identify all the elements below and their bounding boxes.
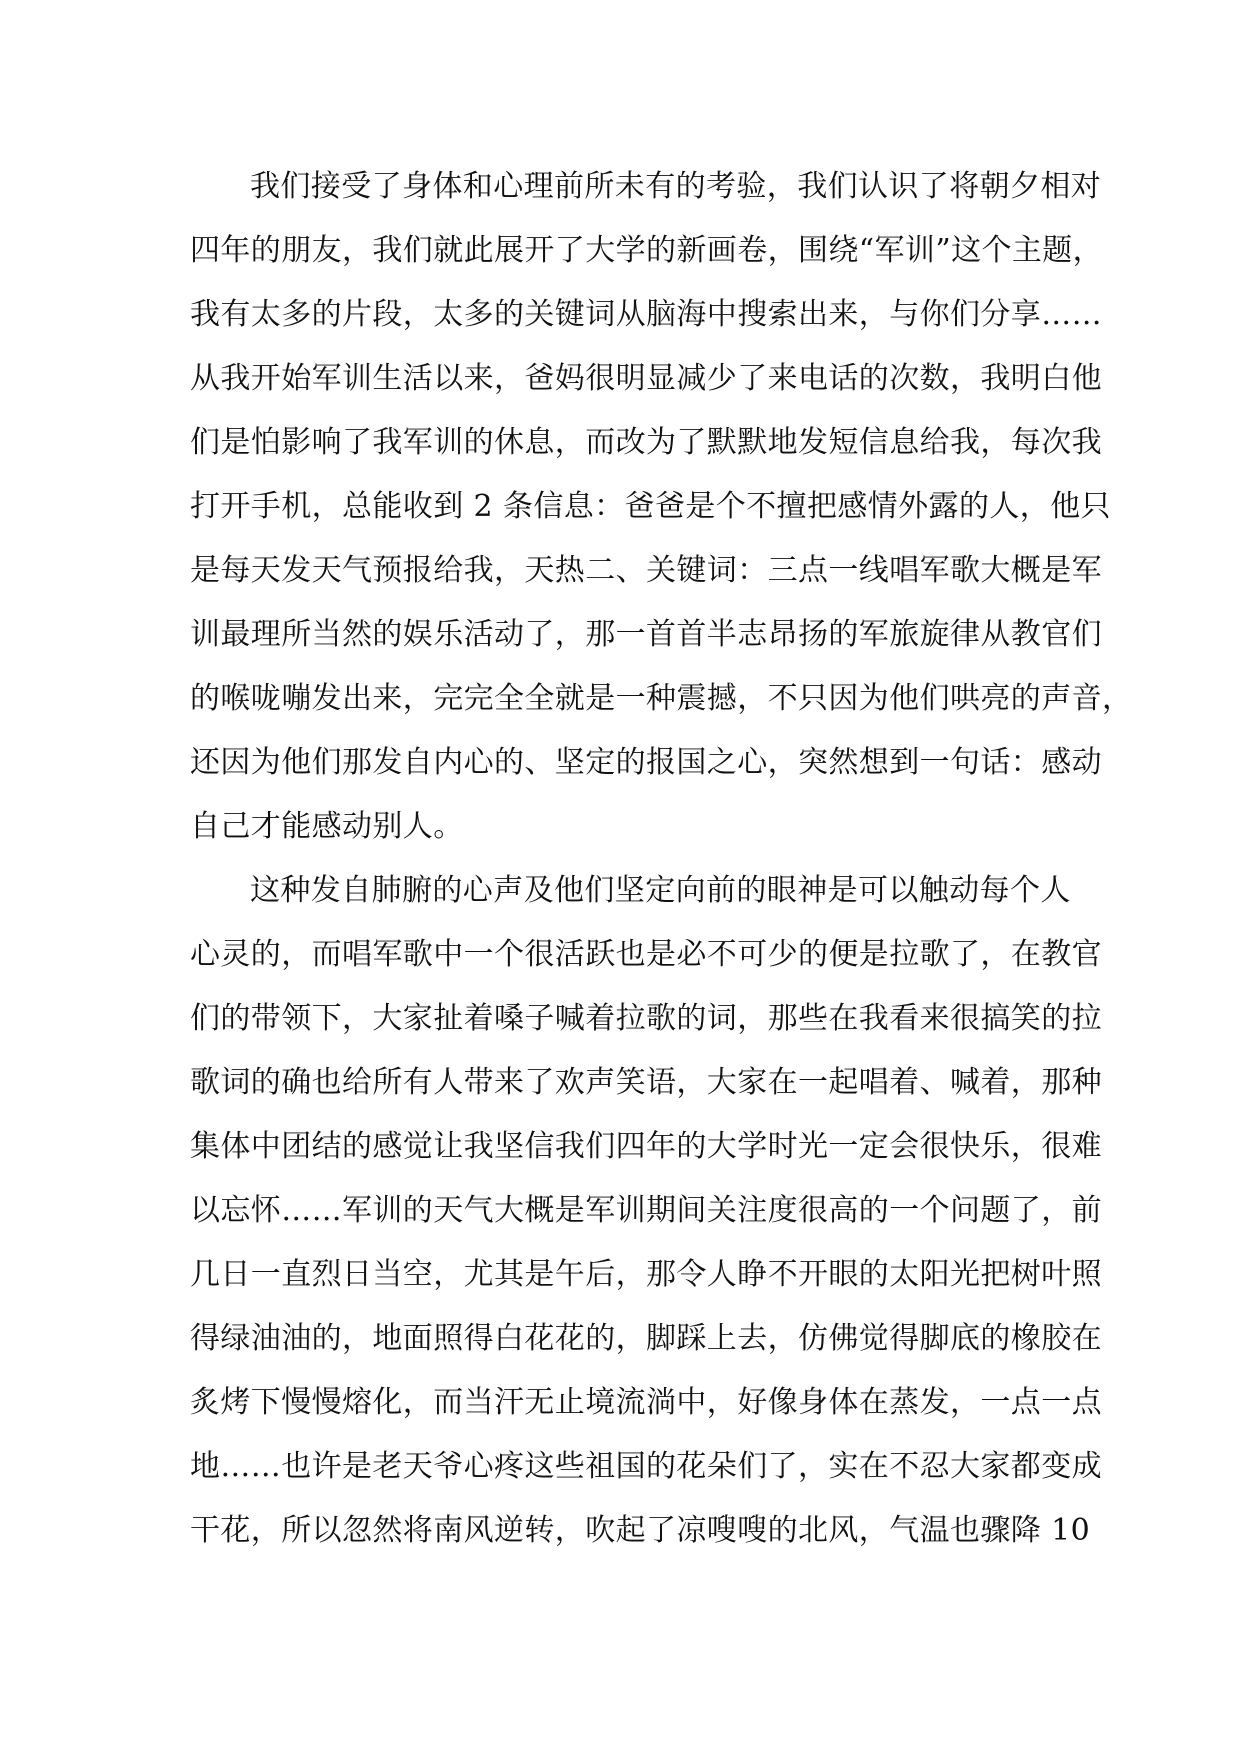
text-line: 集体中团结的感觉让我坚信我们四年的大学时光一定会很快乐，很难 [190,1129,1102,1164]
text-line: 炙烤下慢慢熔化，而当汗无止境流淌中，好像身体在蒸发，一点一点 [190,1385,1102,1420]
text-line: 干花，所以忽然将南风逆转，吹起了凉嗖嗖的北风，气温也骤降 10 [190,1513,1091,1548]
text-line: 们的带领下，大家扯着嗓子喊着拉歌的词，那些在我看来很搞笑的拉 [190,1001,1102,1036]
text-line: 是每天发天气预报给我，天热二、关键词：三点一线唱军歌大概是军 [190,553,1102,588]
text-line: 自己才能感动别人。 [190,809,464,844]
text-line: 我有太多的片段，太多的关键词从脑海中搜索出来，与你们分享…… [190,297,1102,332]
text-line: 几日一直烈日当空，尤其是午后，那令人睁不开眼的太阳光把树叶照 [190,1257,1102,1292]
text-line: 四年的朋友，我们就此展开了大学的新画卷，围绕“军训”这个主题， [190,233,1104,268]
paragraph-1 [190,155,1133,859]
paragraph-2 [190,859,1102,1563]
text-line: 打开手机，总能收到 2 条信息：爸爸是个不擅把感情外露的人，他只 [190,489,1111,524]
document-body [190,155,1133,1563]
text-line: 得绿油油的，地面照得白花花的，脚踩上去，仿佛觉得脚底的橡胶在 [190,1321,1102,1356]
text-line: 还因为他们那发自内心的、坚定的报国之心，突然想到一句话：感动 [190,745,1102,780]
text-line: 以忘怀……军训的天气大概是军训期间关注度很高的一个问题了，前 [190,1193,1102,1228]
text-line: 我们接受了身体和心理前所未有的考验，我们认识了将朝夕相对 [250,169,1102,204]
text-line: 训最理所当然的娱乐活动了，那一首首半志昂扬的军旅旋律从教官们 [190,617,1102,652]
text-line: 地……也许是老天爷心疼这些祖国的花朵们了，实在不忍大家都变成 [190,1449,1102,1484]
text-line: 心灵的，而唱军歌中一个很活跃也是必不可少的便是拉歌了，在教官 [190,937,1102,972]
text-line: 从我开始军训生活以来，爸妈很明显减少了来电话的次数，我明白他 [190,361,1102,396]
text-line: 的喉咙嘣发出来，完完全全就是一种震撼，不只因为他们哄亮的声音， [190,681,1133,716]
text-line: 这种发自肺腑的心声及他们坚定向前的眼神是可以触动每个人 [250,873,1071,908]
text-line: 们是怕影响了我军训的休息，而改为了默默地发短信息给我，每次我 [190,425,1102,460]
text-line: 歌词的确也给所有人带来了欢声笑语，大家在一起唱着、喊着，那种 [190,1065,1102,1100]
